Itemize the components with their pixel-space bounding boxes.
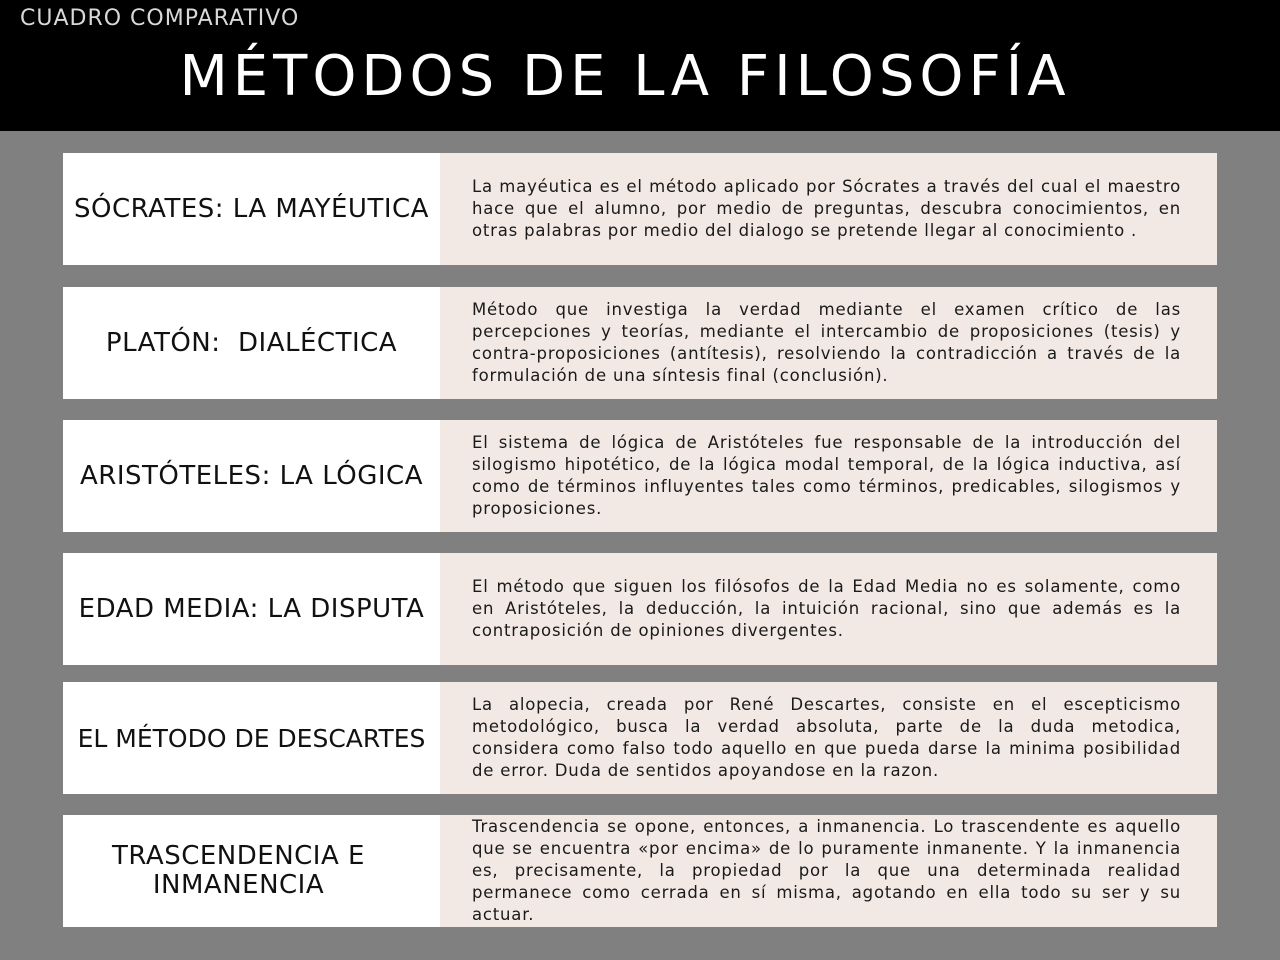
page-title: MÉTODOS DE LA FILOSOFÍA [179, 44, 1071, 109]
row-description: El método que siguen los filósofos de la Edad Media no es solamente, como en Aristóteles, la deducción, la intuición racional, sino que además es la contraposición de opiniones divergentes. [472, 577, 1181, 640]
row-description-panel [440, 682, 1217, 794]
row-heading: TRASCENDENCIA E INMANENCIA [63, 815, 440, 927]
row-description-panel [440, 153, 1217, 265]
row-description: La alopecia, creada por René Descartes, consiste en el escepticismo metodológico, busca la verdad absoluta, parte de la duda metodica, considera como falso todo aquello en que pueda darse la minima posibilidad de error. Duda de sentidos apoyandose en la razon. [472, 695, 1181, 780]
row-description: Método que investiga la verdad mediante el examen crítico de las percepciones y teorías, mediante el intercambio de proposiciones (tesis) y contra-proposiciones (antítesis), resolviendo la contradicción a través de la formulación de una síntesis final (conclusión). [472, 300, 1181, 385]
row-description: El sistema de lógica de Aristóteles fue responsable de la introducción del silogismo hipotético, de la lógica modal temporal, de la lógica inductiva, así como de términos influyentes tales como términos, predicables, silogismos y proposiciones. [472, 433, 1181, 518]
comparison-row-descartes [63, 682, 1217, 794]
row-description-panel [440, 815, 1217, 927]
row-heading: EL MÉTODO DE DESCARTES [63, 682, 440, 794]
row-description: La mayéutica es el método aplicado por Sócrates a través del cual el maestro hace que el alumno, por medio de preguntas, descubra conocimientos, en otras palabras por medio del dialogo se pretende llegar al conocimiento . [472, 177, 1181, 240]
row-heading: SÓCRATES: LA MAYÉUTICA [63, 153, 440, 265]
row-heading: PLATÓN: DIALÉCTICA [63, 287, 440, 399]
row-description-panel [440, 287, 1217, 399]
row-heading: ARISTÓTELES: LA LÓGICA [63, 420, 440, 532]
comparison-row-aristoteles [63, 420, 1217, 532]
row-heading: EDAD MEDIA: LA DISPUTA [63, 553, 440, 665]
comparison-row-trascendencia [63, 815, 1217, 927]
row-description-panel [440, 420, 1217, 532]
header-subtitle: CUADRO COMPARATIVO [20, 6, 300, 31]
comparison-row-socrates [63, 153, 1217, 265]
row-description-panel [440, 553, 1217, 665]
row-description: Trascendencia se opone, entonces, a inmanencia. Lo trascendente es aquello que se encuentra «por encima» de lo puramente inmanente. Y la inmanencia es, precisamente, la propiedad por la que una determinada realidad permanece como cerrada en sí misma, agotando en ella todo su ser y su actuar. [472, 817, 1181, 924]
comparison-row-platon [63, 287, 1217, 399]
comparison-row-edad-media [63, 553, 1217, 665]
header-banner [0, 0, 1280, 131]
